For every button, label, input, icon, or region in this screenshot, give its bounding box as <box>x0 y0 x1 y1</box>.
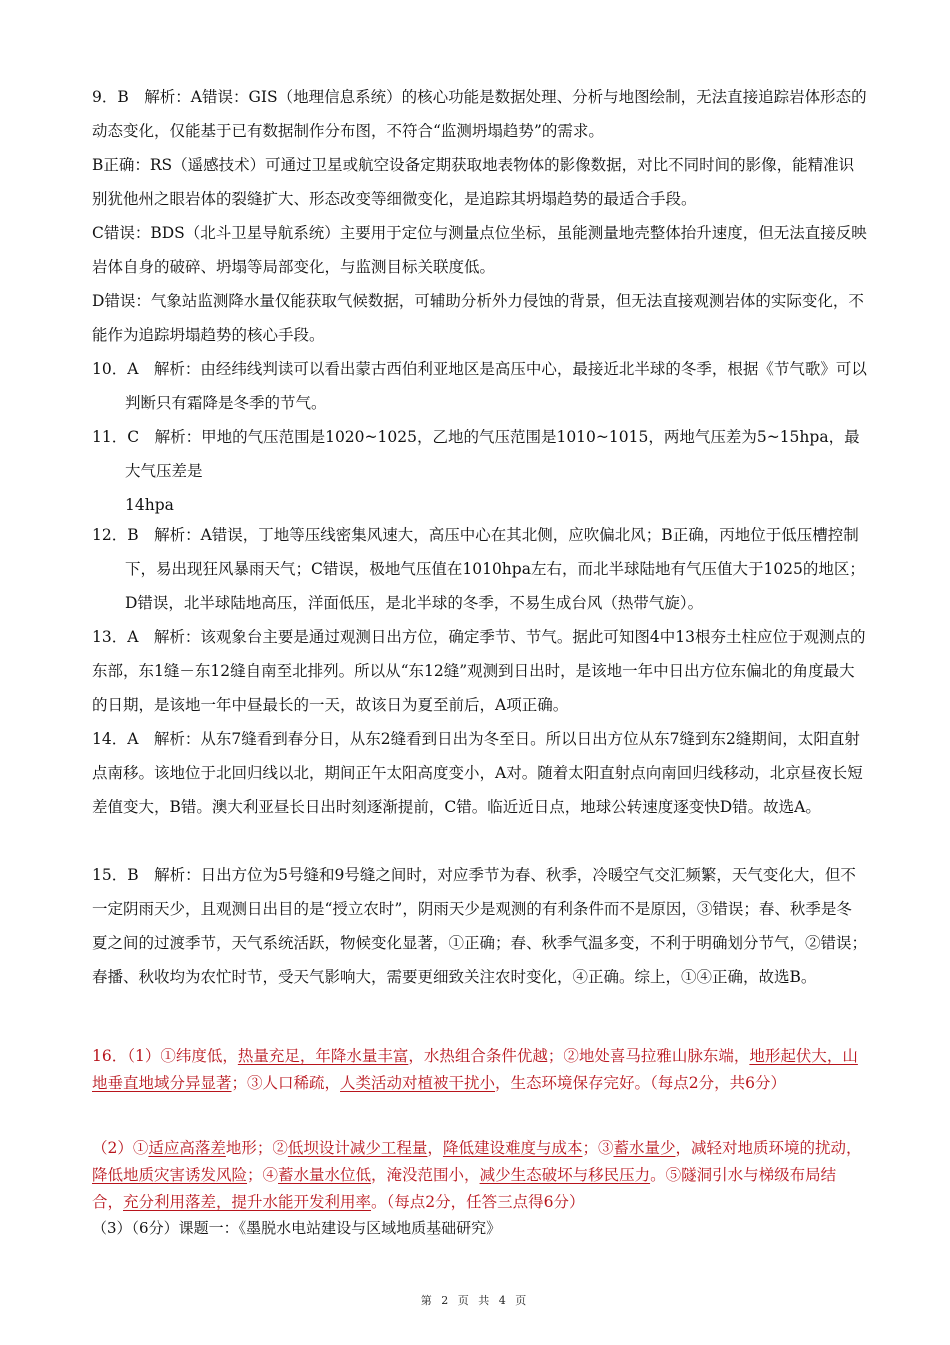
q11-answer-line2: 14hpa <box>125 496 174 514</box>
q14-answer: 14．A 解析：从东7缝看到春分日，从东2缝看到日出为冬至日。所以日出方位从东7缝到东2缝期间，太阳直射点南移。该地位于北回归线以北，期间正午太阳高度变小，A对。随着太阳直射点向南回归线移动，北京昼夜长短差值变大，B错。澳大利亚昼长日出时刻逐渐提前，C错。临近近日点，地球公转速度逐变快D错。故选A。 <box>92 730 863 816</box>
q11-answer: 11．C 解析：甲地的气压范围是1020~1025，乙地的气压范围是1010~1015，两地气压差为5~15hpa，最大气压差是 <box>92 428 860 480</box>
q13-answer: 13．A 解析：该观象台主要是通过观测日出方位，确定季节、节气。据此可知图4中13根夯土柱应位于观测点的东部，东1缝－东12缝自南至北排列。所以从“东12缝”观测到日出时，是该地一年中日出方位东偏北的角度最大的日期，是该地一年中昼最长的一天，故该日为夏至前后，A项正确。 <box>92 628 866 714</box>
q16-part2: （2）①适应高落差地形；②低坝设计减少工程量，降低建设难度与成本；③蓄水量少，减轻对地质环境的扰动，降低地质灾害诱发风险；④蓄水量水位低，淹没范围小，减少生态破坏与移民压力。⑤隧洞引水与梯级布局结合，充分利用落差，提升水能开发利用率。（每点2分，任答三点得6分） <box>92 1139 862 1211</box>
q16-part1: 16．（1）①纬度低，热量充足，年降水量丰富，水热组合条件优越；②地处喜马拉雅山脉东端，地形起伏大，山地垂直地域分异显著；③人口稀疏，人类活动对植被干扰小，生态环境保存完好。（每点2分，共6分） <box>92 1047 858 1092</box>
q10-answer: 10．A 解析：由经纬线判读可以看出蒙古西伯利亚地区是高压中心，最接近北半球的冬季，根据《节气歌》可以判断只有霜降是冬季的节气。 <box>92 360 867 412</box>
q12-answer: 12．B 解析：A错误，丁地等压线密集风速大，高压中心在其北侧，应吹偏北风；B正确，丙地位于低压槽控制下，易出现狂风暴雨天气；C错误，极地气压值在1010hpa左右，而北半球陆地有气压值大于1025的地区；D错误，北半球陆地高压，洋面低压，是北半球的冬季，不易生成台风（热带气旋）。 <box>92 526 865 612</box>
q9-intro: 9．B 解析：A错误：GIS（地理信息系统）的核心功能是数据处理、分析与地图绘制，无法直接追踪岩体形态的动态变化，仅能基于已有数据制作分布图，不符合“监测坍塌趋势”的需求。 <box>92 88 867 140</box>
q9-option-b: B正确：RS（遥感技术）可通过卫星或航空设备定期获取地表物体的影像数据，对比不同时间的影像，能精准识别犹他州之眼岩体的裂缝扩大、形态改变等细微变化，是追踪其坍塌趋势的最适合手段。 <box>92 156 855 208</box>
q9-option-c: C错误：BDS（北斗卫星导航系统）主要用于定位与测量点位坐标，虽能测量地壳整体抬升速度，但无法直接反映岩体自身的破碎、坍塌等局部变化，与监测目标关联度低。 <box>92 224 867 276</box>
q16-part3: （3）（6分）课题一：《墨脱水电站建设与区域地质基础研究》 <box>92 1219 502 1237</box>
q9-option-d: D错误：气象站监测降水量仅能获取气候数据，可辅助分析外力侵蚀的背景，但无法直接观测岩体的实际变化，不能作为追踪坍塌趋势的核心手段。 <box>92 292 864 344</box>
q15-answer: 15．B 解析：日出方位为5号缝和9号缝之间时，对应季节为春、秋季，冷暖空气交汇频繁，天气变化大，但不一定阴雨天少，且观测日出目的是“授立农时”，阴雨天少是观测的有利条件而不是原因，③错误；春、秋季是冬夏之间的过渡季节，天气系统活跃，物候变化显著，①正确；春、秋季气温多变，不利于明确划分节气，②错误；春播、秋收均为农忙时节，受天气影响大，需要更细致关注农时变化，④正确。综上，①④正确，故选B。 <box>92 866 868 986</box>
page-footer: 第 2 页 共 4 页 <box>420 1294 530 1307</box>
